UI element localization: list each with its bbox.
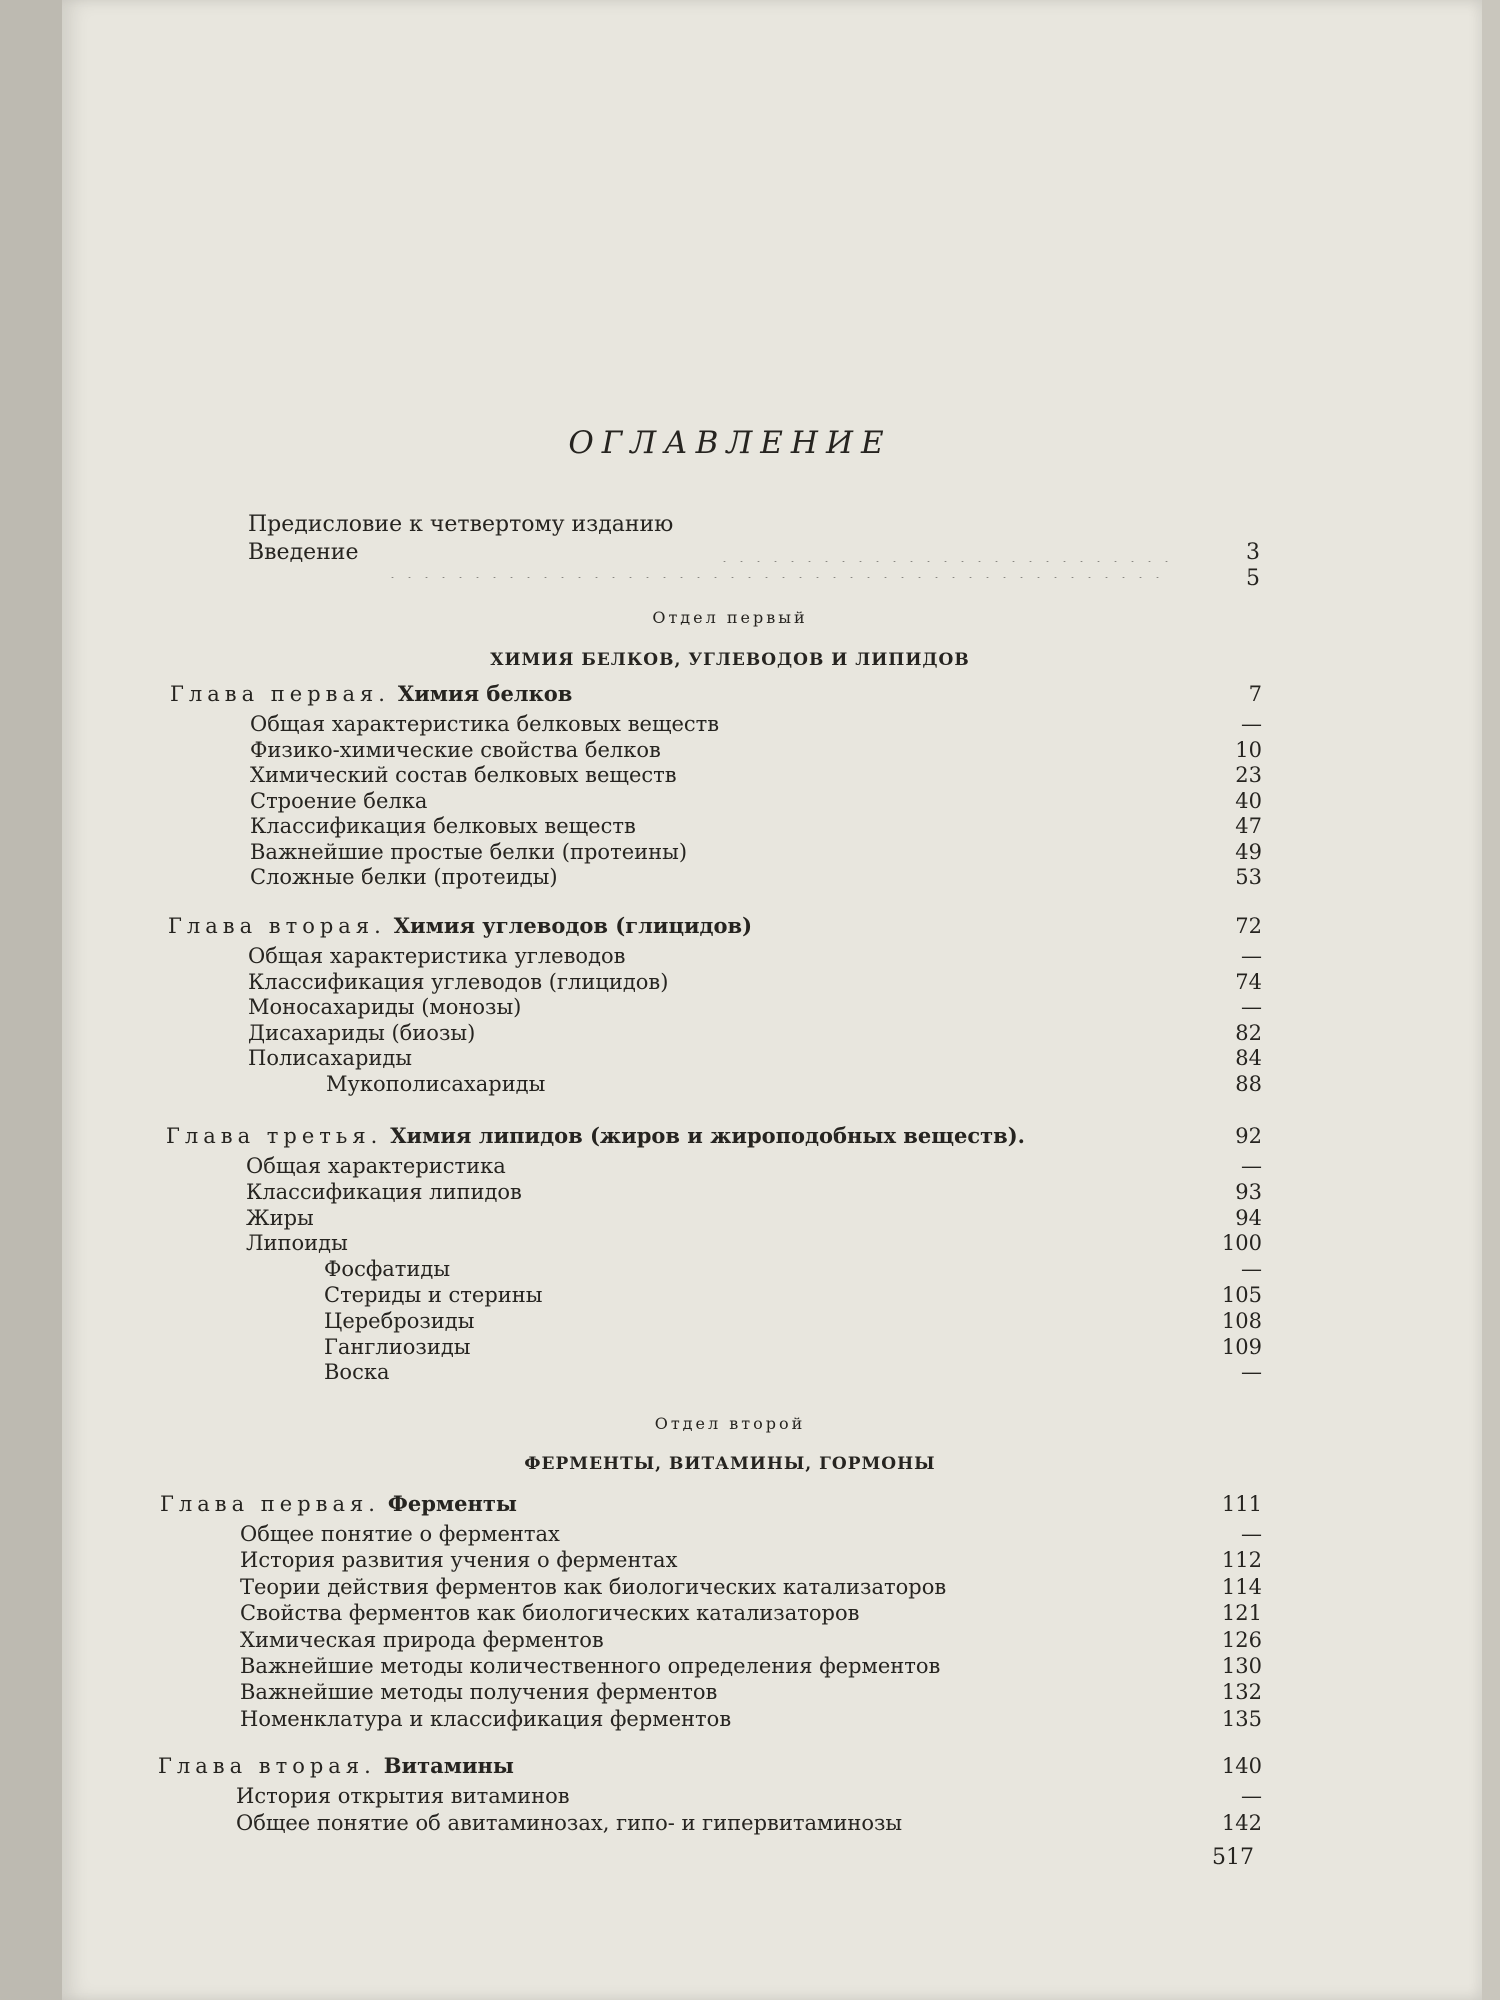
toc-item-page: — [1241,1522,1262,1546]
dot-leader [725,716,1194,736]
toc-item-page: 105 [1221,1283,1262,1307]
chapter-page: 7 [1248,682,1262,706]
toc-item-row [248,1019,1262,1045]
dot-leader [667,742,1194,762]
dot-leader [433,793,1194,813]
toc-page-preface: 3 [1246,540,1260,565]
chapter-number: Глава первая. [170,682,390,706]
part-title: ХИМИЯ БЕЛКОВ, УГЛЕВОДОВ И ЛИПИДОВ [490,650,970,670]
toc-chapter-row [168,912,1262,938]
dot-leader [320,1210,1194,1230]
chapter-page: 72 [1235,914,1262,938]
page-edge [1482,0,1500,2000]
toc-subitem-row [324,1255,1262,1281]
toc-item-page: 130 [1221,1654,1262,1678]
dot-leader [354,1235,1194,1255]
toc-item-row [240,1599,1262,1625]
dot-leader [631,948,1194,968]
page-number: 517 [1212,1845,1254,1870]
dot-leader [693,844,1194,864]
toc-item-label: Цереброзиды [324,1308,475,1333]
dot-leader [480,1313,1194,1333]
toc-page-introduction: 5 [1246,566,1260,591]
toc-item-label: Строение белка [250,788,428,813]
toc-item-label: Жиры [246,1205,314,1230]
toc-item-row [236,1809,1262,1835]
dot-leader [610,1632,1194,1652]
toc-item-page: — [1241,1360,1262,1385]
toc-item-row [236,1782,1262,1808]
toc-item-label: Общее понятие о ферментах [240,1522,560,1546]
toc-item-row [240,1573,1262,1599]
chapter-heading [170,682,572,706]
toc-item-row [250,761,1262,787]
dot-leader [512,1158,1194,1178]
toc-item-page: 121 [1221,1601,1262,1626]
toc-item-label: Мукополисахариды [326,1071,546,1096]
dot-leader [527,999,1194,1019]
toc-item-row [240,1520,1262,1546]
chapter-heading [158,1754,514,1778]
toc-item-page: 126 [1221,1627,1262,1652]
toc-item-label: Химический состав белковых веществ [250,763,677,787]
dot-leader [576,1788,1194,1808]
toc-item-row [246,1229,1262,1255]
toc-item-label: Важнейшие методы количественного определения ферментов [240,1654,941,1678]
toc-item-label: Классификация углеводов (глицидов) [248,969,669,994]
dot-leader [908,1815,1194,1835]
toc-item-row [248,993,1262,1019]
toc-item-label: Важнейшие простые белки (протеины) [250,839,688,864]
toc-item-page: 108 [1221,1308,1262,1333]
dot-leader [481,1025,1194,1045]
dot-leader [456,1261,1194,1281]
toc-item-page: — [1241,712,1262,736]
toc-item-page: 88 [1235,1071,1262,1096]
chapter-page: 140 [1221,1754,1262,1778]
toc-item-page: 84 [1235,1046,1262,1070]
dot-leader [952,1579,1194,1599]
toc-item-label: Классификация белковых веществ [250,814,636,838]
toc-item-page: 49 [1235,839,1262,864]
part-title: ФЕРМЕНТЫ, ВИТАМИНЫ, ГОРМОНЫ [524,1454,936,1474]
toc-item-label: Дисахариды (биозы) [248,1020,476,1045]
dot-leader [683,1552,1194,1572]
toc-item-label: Ганглиозиды [324,1334,471,1359]
toc-item-page: 112 [1221,1548,1262,1573]
toc-item-page: 100 [1221,1231,1262,1256]
toc-subitem-row [324,1307,1262,1333]
toc-chapter-row [160,1490,1262,1516]
toc-item-row [250,736,1262,762]
toc-item-label: Моносахариды (монозы) [248,995,522,1019]
dot-leader [758,918,1194,938]
toc-title: ОГЛАВЛЕНИЕ [568,425,892,461]
dot-leader [642,818,1194,838]
toc-item-label: Общая характеристика [246,1154,506,1178]
toc-item-label: История открытия витаминов [236,1784,570,1808]
toc-item-page: 142 [1221,1811,1262,1835]
toc-leader-introduction [384,556,1172,578]
dot-leader [395,1364,1194,1384]
toc-item-label: Номенклатура и классификация ферментов [240,1706,732,1731]
toc-item-page: 40 [1235,788,1262,813]
toc-item-label: Важнейшие методы получения ферментов [240,1680,718,1705]
chapter-number: Глава первая. [160,1492,380,1516]
toc-item-label: Фосфатиды [324,1257,451,1282]
toc-chapter-row [170,680,1262,706]
toc-item-row [240,1546,1262,1572]
dot-leader [477,1339,1195,1359]
toc-item-row [250,863,1262,889]
toc-item-label: Воска [324,1360,390,1385]
chapter-number: Глава вторая. [158,1754,376,1778]
chapter-heading [160,1492,517,1516]
toc-item-page: 114 [1221,1574,1262,1599]
dot-leader [418,1050,1194,1070]
toc-item-introduction: Введение [248,540,359,565]
toc-item-row [240,1626,1262,1652]
toc-chapter-row [166,1122,1262,1148]
toc-subitem-row [326,1070,1262,1096]
toc-item-label: Свойства ферментов как биологических катализаторов [240,1601,860,1626]
book-gutter [0,0,62,2000]
dot-leader [723,1684,1194,1704]
dot-leader [1031,1128,1194,1148]
toc-item-label: Общая характеристика углеводов [248,944,626,968]
toc-item-page: — [1241,1257,1262,1282]
dot-leader [737,1711,1194,1731]
toc-item-page: — [1241,995,1262,1019]
toc-subitem-row [324,1333,1262,1359]
toc-item-label: Теории действия ферментов как биологических катализаторов [240,1574,947,1599]
toc-item-page: 93 [1235,1179,1262,1204]
toc-item-page: — [1241,1154,1262,1178]
chapter-number: Глава третья. [166,1124,383,1148]
chapter-number: Глава вторая. [168,914,386,938]
dot-leader [520,1758,1194,1778]
chapter-page: 92 [1235,1124,1262,1148]
toc-item-row [240,1678,1262,1704]
toc-subitem-row [324,1281,1262,1307]
dot-leader [946,1658,1194,1678]
toc-item-label: Сложные белки (протеиды) [250,865,558,889]
toc-item-label: Общая характеристика белковых веществ [250,712,720,736]
toc-item-label: Классификация липидов [246,1179,522,1204]
chapter-title: Витамины [383,1753,514,1778]
toc-item-preface: Предисловие к четвертому изданию [248,512,674,537]
toc-item-label: Липоиды [246,1231,348,1256]
toc-item-label: История развития учения о ферментах [240,1548,678,1573]
toc-item-row [248,942,1262,968]
dot-leader [528,1184,1194,1204]
dot-leader [566,1526,1194,1546]
toc-item-page: 23 [1235,763,1262,787]
toc-item-page: 53 [1235,865,1262,889]
chapter-title: Химия углеводов (глицидов) [393,913,753,938]
toc-item-page: — [1241,944,1262,968]
toc-item-row [240,1705,1262,1731]
toc-item-page: 94 [1235,1205,1262,1230]
toc-item-row [250,812,1262,838]
toc-item-page: 135 [1221,1706,1262,1731]
chapter-page: 111 [1221,1492,1262,1516]
toc-item-label: Общее понятие об авитаминозах, гипо- и гипервитаминозы [236,1811,903,1835]
dot-leader [683,767,1194,787]
chapter-title: Химия белков [397,681,573,706]
toc-item-page: — [1241,1784,1262,1808]
chapter-heading [168,914,752,938]
toc-item-row [246,1178,1262,1204]
dot-leader [865,1605,1194,1625]
toc-item-row [250,710,1262,736]
chapter-title: Химия липидов (жиров и жироподобных веществ). [390,1123,1025,1148]
part-label: Отдел второй [654,1414,806,1433]
toc-item-label: Полисахариды [248,1046,413,1070]
toc-chapter-row [158,1752,1262,1778]
chapter-heading [166,1124,1025,1148]
toc-item-label: Химическая природа ферментов [240,1627,604,1652]
dot-leader [674,974,1194,994]
dot-leader [523,1496,1194,1516]
toc-item-row [248,968,1262,994]
dot-leader [564,869,1194,889]
dot-leader [551,1076,1194,1096]
toc-item-label: Стериды и стерины [324,1283,543,1307]
toc-item-page: 10 [1235,737,1262,762]
part-label: Отдел первый [652,608,808,627]
toc-item-page: 132 [1221,1680,1262,1705]
toc-item-page: 74 [1235,969,1262,994]
toc-item-row [250,787,1262,813]
toc-item-page: 109 [1221,1334,1262,1359]
dot-leader [578,686,1194,706]
dot-leader [549,1287,1194,1307]
toc-subitem-row [324,1358,1262,1384]
toc-item-row [246,1152,1262,1178]
chapter-title: Ферменты [387,1491,517,1516]
toc-item-row [246,1204,1262,1230]
toc-item-row [240,1652,1262,1678]
toc-item-page: 82 [1235,1020,1262,1045]
toc-item-row [250,838,1262,864]
toc-item-page: 47 [1235,814,1262,838]
toc-item-label: Физико-химические свойства белков [250,737,661,762]
toc-item-row [248,1044,1262,1070]
